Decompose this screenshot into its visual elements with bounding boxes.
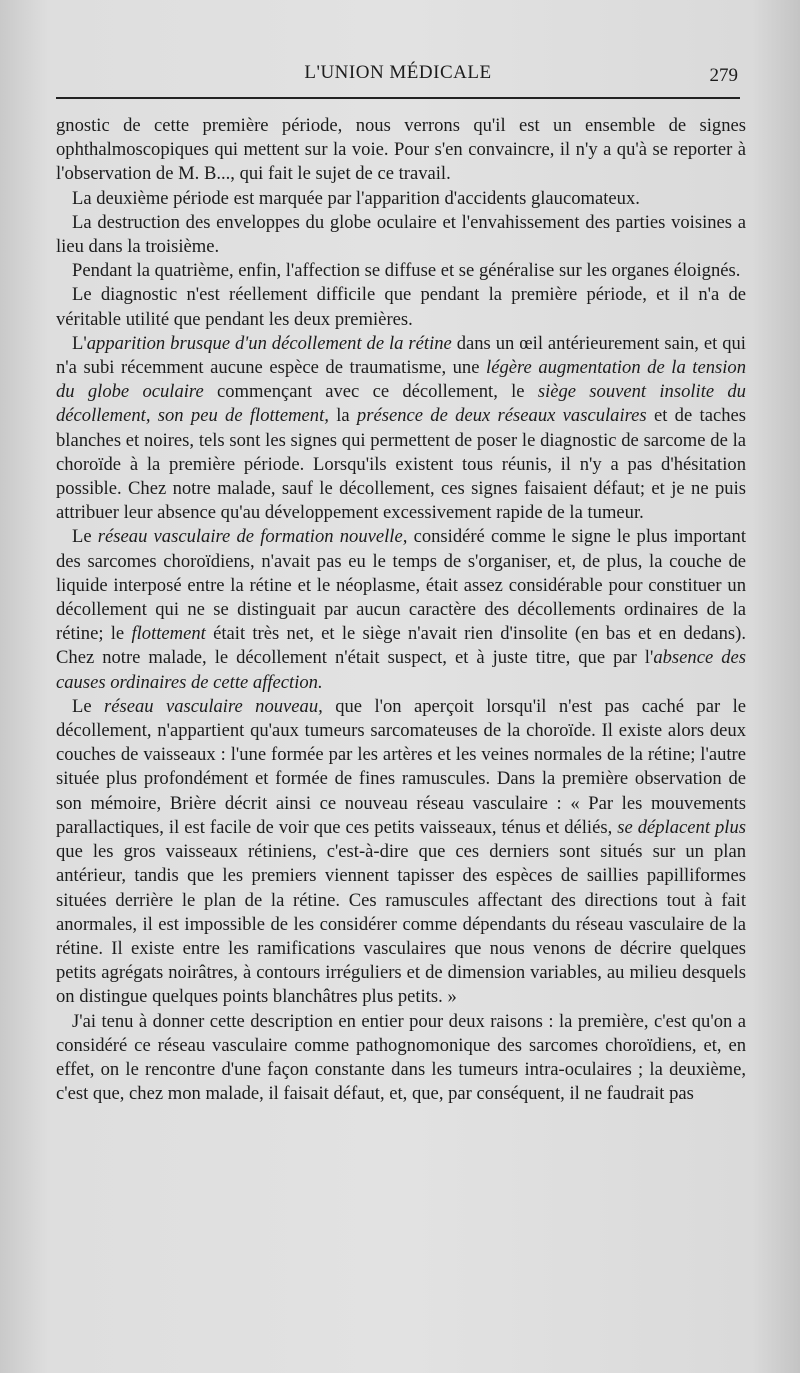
italic-text: présence de deux réseaux vasculaires (356, 405, 647, 427)
running-title: L'UNION MÉDICALE (304, 62, 492, 83)
text-run: dans un œil antérieurement sain, et qui n'a subi récemment aucune espèce de traumatisme, une (56, 332, 746, 379)
text-run: la (328, 405, 357, 427)
text-run: commençant avec ce décollement, le (203, 381, 538, 403)
paragraph (56, 1010, 746, 1107)
text-run: Pendant la quatrième, enfin, l'affection se diffuse et se généralise sur les organes éloignés. (72, 260, 741, 282)
text-run: et de taches blanches et noires, tels sont les signes qui permettent de poser le diagnostic de sarcome de la choroïde à la première période. Lorsqu'ils existent tous réunis, il n'y a pas d'hésitation possible. Chez notre malade, sauf le décollement, ces signes faisaient défaut; et je ne puis attribuer leur absence qu'au développement excessivement rapide de la tumeur. (56, 405, 746, 524)
paragraph (56, 332, 746, 526)
page-number: 279 (709, 65, 738, 86)
body-text (56, 114, 746, 1106)
italic-text: réseau vasculaire de formation nouvelle, (97, 526, 408, 548)
paragraph (56, 259, 746, 283)
text-run: Le diagnostic n'est réellement difficile que pendant la première période, et il n'a de véritable utilité que pendant les deux premières. (56, 284, 746, 330)
italic-text: siège souvent insolite du décollement, son peu de flottement, (56, 381, 746, 427)
text-run: que les gros vaisseaux rétiniens, c'est-à-dire que ces derniers sont situés sur un plan antérieur, tandis que les premiers viennent tapisser des espèces de saillies papilliformes situées derrière le plan de la rétine. Ces ramuscules affectant des directions tout à fait anormales, il est impossible de les considérer comme dépendants du réseau vasculaire de la rétine. Il existe entre les ramifications vasculaires que nous venons de décrire quelques petits agrégats noirâtres, à contours irréguliers et de dimension variables, au milieu desquels on distingue quelques points blanchâtres plus petits. » (56, 841, 746, 1008)
italic-text: se déplacent plus (617, 816, 746, 838)
page-header (56, 62, 740, 92)
text-run: La destruction des enveloppes du globe oculaire et l'envahissement des parties voisines a lieu dans la troisième. (56, 211, 746, 258)
italic-text: apparition brusque d'un décollement de la rétine (86, 332, 452, 354)
text-run: Le (72, 526, 98, 548)
paragraph (56, 187, 746, 211)
italic-text: absence des causes ordinaires de cette affection. (56, 647, 746, 693)
text-run: était très net, et le siège n'avait rien d'insolite (en bas et en dedans). Chez notre malade, le décollement n'était suspect, et à juste titre, que par l' (56, 623, 746, 669)
text-run: considéré comme le signe le plus important des sarcomes choroïdiens, n'avait pas eu le temps de s'organiser, et, de plus, la couche de liquide interposé entre la rétine et le néoplasme, était assez considérable pour constituer un décollement qui ne se distinguait par aucun caractère des décollements ordinaires de la rétine; le (56, 526, 746, 645)
italic-text: flottement (131, 623, 206, 645)
text-run: L' (72, 332, 87, 354)
text-run: Le (72, 695, 105, 717)
paragraph (56, 283, 746, 331)
text-run: gnostic de cette première période, nous verrons qu'il est un ensemble de signes ophthalmoscopiques qui mettent sur la voie. Pour s'en convaincre, il n'y a qu'à se reporter à l'observation de M. B..., qui fait le sujet de ce travail. (56, 115, 746, 185)
text-run: que l'on aperçoit lorsqu'il n'est pas caché par le décollement, n'appartient qu'aux tumeurs sarcomateuses de la choroïde. Il existe alors deux couches de vaisseaux : l'une formée par les artères et les veines normales de la rétine; l'autre située plus profondément et formée de fines ramuscules. Dans la première observation de son mémoire, Brière décrit ainsi ce nouveau réseau vasculaire : « Par les mouvements parallactiques, il est facile de voir que ces petits vaisseaux, ténus et déliés, (56, 695, 746, 838)
header-rule (56, 97, 740, 99)
paragraph (56, 525, 746, 694)
text-run: J'ai tenu à donner cette description en entier pour deux raisons : la première, c'est qu'on a considéré ce réseau vasculaire comme pathognomonique des sarcomes choroïdiens, et, en effet, on le rencontre d'une façon constante dans les tumeurs intra-oculaires ; la deuxième, c'est que, chez mon malade, il faisait défaut, et, que, par conséquent, il ne faudrait pas (56, 1010, 746, 1105)
italic-text: réseau vasculaire nouveau, (104, 695, 323, 717)
paragraph (56, 695, 746, 1010)
text-run: La deuxième période est marquée par l'apparition d'accidents glaucomateux. (72, 187, 640, 209)
italic-text: légère augmentation de la tension du globe oculaire (56, 357, 746, 403)
paragraph (56, 114, 746, 187)
paragraph (56, 211, 746, 259)
